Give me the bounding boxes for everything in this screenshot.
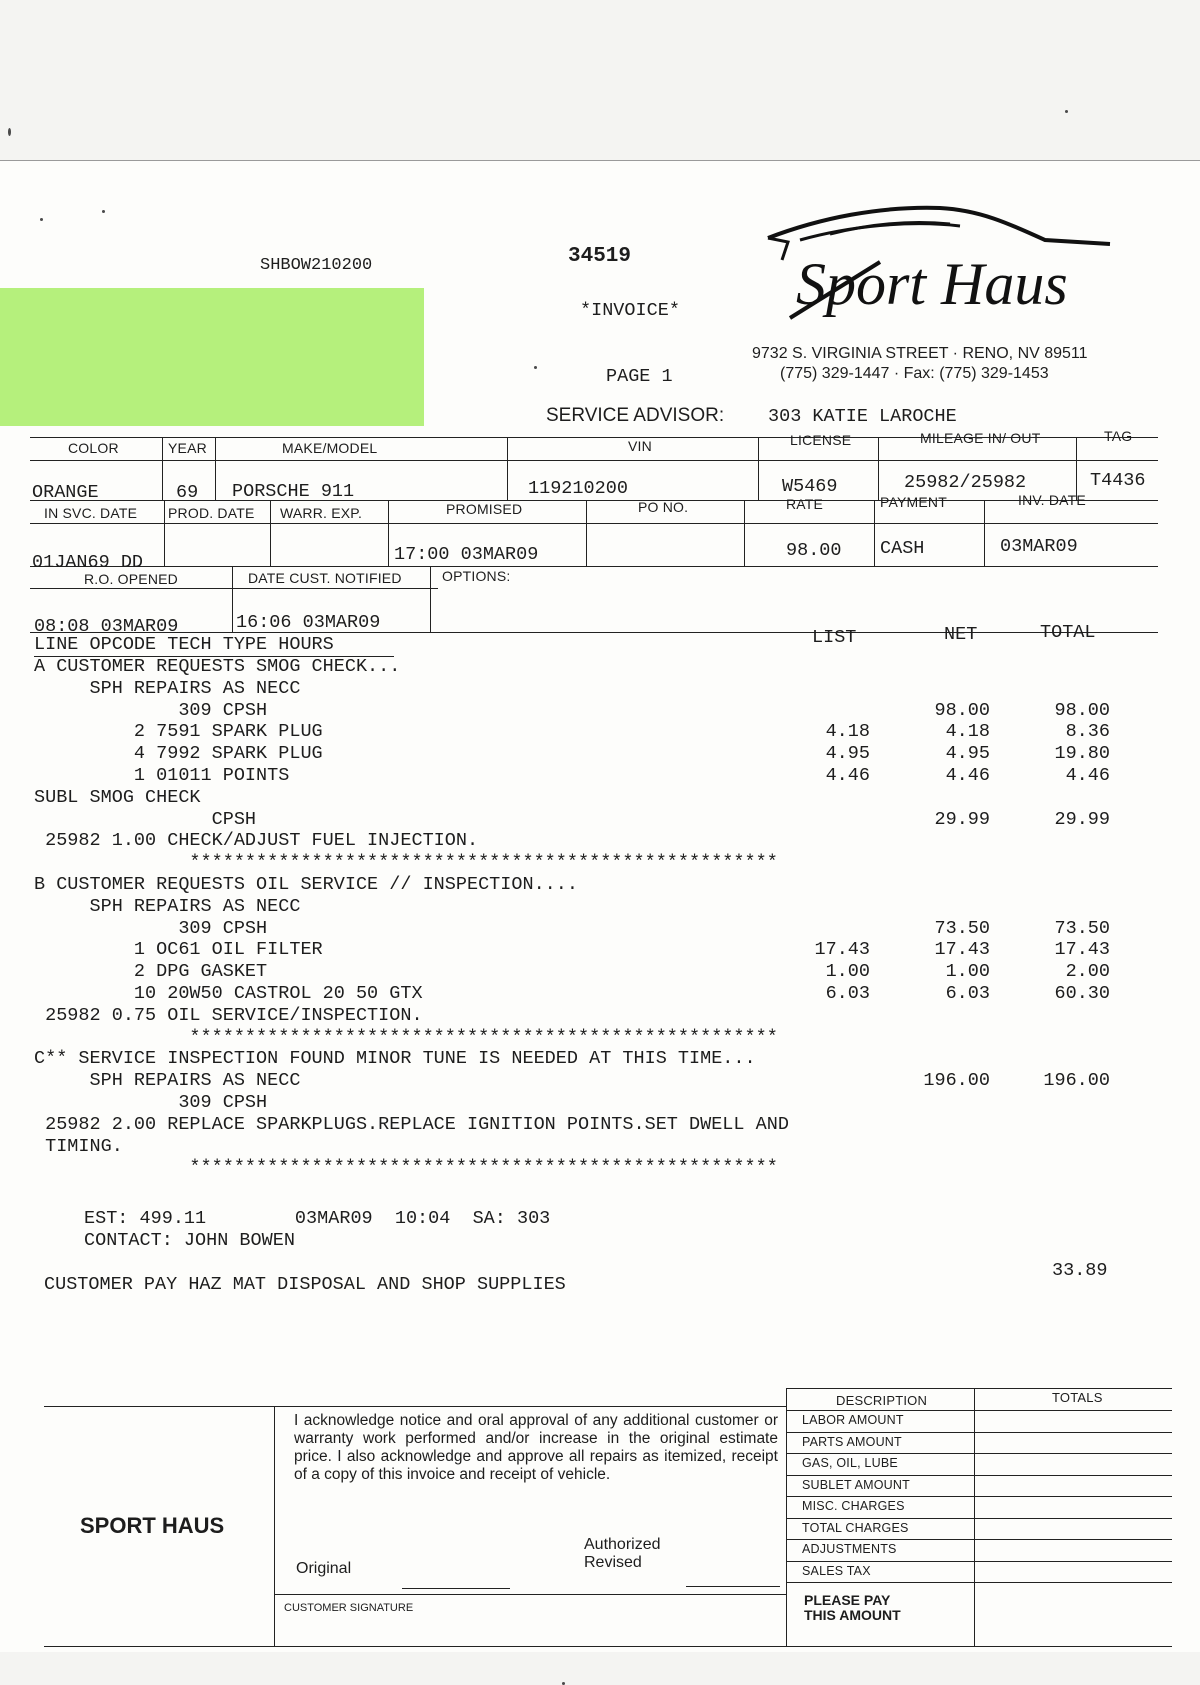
line-item-text: 309 CPSH bbox=[34, 1092, 268, 1113]
line-item-list: 4.46 bbox=[825, 765, 870, 786]
line-item-total: 29.99 bbox=[1054, 809, 1110, 830]
rule bbox=[786, 1453, 1172, 1454]
line-item-net: 196.00 bbox=[923, 1070, 990, 1091]
totals-row-value bbox=[976, 1434, 1166, 1452]
line-item-net: 29.99 bbox=[934, 809, 990, 830]
rule bbox=[744, 500, 745, 566]
label-tag: TAG bbox=[1104, 428, 1133, 444]
rule bbox=[274, 1406, 275, 1646]
rule bbox=[30, 632, 1158, 633]
label-promised: PROMISED bbox=[446, 501, 523, 517]
label-year: YEAR bbox=[168, 440, 207, 456]
rule bbox=[30, 588, 438, 589]
rule bbox=[786, 1496, 1172, 1497]
rule bbox=[388, 500, 389, 566]
estimate-line: EST: 499.11 03MAR09 10:04 SA: 303 bbox=[84, 1208, 551, 1229]
vehicle-color: ORANGE bbox=[32, 482, 99, 503]
paper-speck bbox=[8, 128, 11, 136]
totals-row-label: SALES TAX bbox=[802, 1564, 871, 1578]
please-pay-line-2: THIS AMOUNT bbox=[804, 1607, 901, 1623]
rule bbox=[232, 566, 233, 632]
hazmat-amount: 33.89 bbox=[1052, 1260, 1108, 1281]
totals-row-label: LABOR AMOUNT bbox=[802, 1413, 904, 1427]
label-payment: PAYMENT bbox=[880, 494, 947, 510]
line-item-text: C** SERVICE INSPECTION FOUND MINOR TUNE IS NEEDED AT THIS TIME... bbox=[34, 1048, 756, 1069]
totals-row-value bbox=[976, 1455, 1166, 1473]
logo-wordmark: Sport Haus bbox=[796, 251, 1068, 317]
line-item-text: 25982 0.75 OIL SERVICE/INSPECTION. bbox=[34, 1005, 423, 1026]
ro-opened-time: 08:08 03MAR09 bbox=[34, 616, 179, 637]
page-number: PAGE 1 bbox=[606, 366, 673, 387]
rule bbox=[758, 437, 759, 500]
rule bbox=[164, 500, 165, 566]
rule bbox=[30, 566, 1158, 567]
label-in-svc-date: IN SVC. DATE bbox=[44, 505, 138, 521]
reference-code: SHBOW210200 bbox=[260, 256, 373, 275]
rule bbox=[786, 1539, 1172, 1540]
rule bbox=[786, 1410, 1172, 1411]
rule bbox=[30, 460, 1158, 461]
totals-row-label: TOTAL CHARGES bbox=[802, 1521, 909, 1535]
line-item-text: 10 20W50 CASTROL 20 50 GTX bbox=[34, 983, 423, 1004]
invoice-number: 34519 bbox=[568, 245, 632, 268]
contact-line: CONTACT: JOHN BOWEN bbox=[84, 1230, 295, 1251]
authorized-label: Authorized bbox=[584, 1536, 661, 1553]
vehicle-mileage: 25982/25982 bbox=[904, 472, 1027, 493]
label-po-no: PO NO. bbox=[638, 499, 689, 515]
line-item-list: 1.00 bbox=[825, 961, 870, 982]
vehicle-year: 69 bbox=[176, 482, 199, 503]
vehicle-vin: 119210200 bbox=[528, 478, 628, 499]
totals-row-label: GAS, OIL, LUBE bbox=[802, 1456, 898, 1470]
rule bbox=[270, 500, 271, 566]
rule bbox=[878, 437, 879, 500]
column-header-list: LIST bbox=[812, 627, 857, 648]
company-address: 9732 S. VIRGINIA STREET · RENO, NV 89511 bbox=[752, 345, 1088, 362]
hazmat-line: CUSTOMER PAY HAZ MAT DISPOSAL AND SHOP SUPPLIES bbox=[44, 1274, 566, 1295]
totals-row-value bbox=[976, 1412, 1166, 1430]
customer-signature-label: CUSTOMER SIGNATURE bbox=[284, 1602, 414, 1614]
line-item-text: 2 DPG GASKET bbox=[34, 961, 268, 982]
acknowledgement-text: I acknowledge notice and oral approval of any additional customer or warranty work performed and/or increase in the original estimate price. I also acknowledge and approve all repairs as itemized, receipt of a copy of this invoice and receipt of vehicle. bbox=[294, 1412, 778, 1483]
description-header: DESCRIPTION bbox=[836, 1393, 928, 1408]
please-pay-line-1: PLEASE PAY bbox=[804, 1592, 891, 1608]
line-item-total: 60.30 bbox=[1054, 983, 1110, 1004]
line-item-text: 1 01011 POINTS bbox=[34, 765, 290, 786]
line-item-net: 1.00 bbox=[945, 961, 990, 982]
line-item-text: SUBL SMOG CHECK bbox=[34, 787, 201, 808]
label-vin: VIN bbox=[628, 438, 652, 454]
paper-speck bbox=[1065, 110, 1068, 113]
label-color: COLOR bbox=[68, 440, 119, 456]
totals-row-value bbox=[976, 1498, 1166, 1516]
label-mileage: MILEAGE IN/ OUT bbox=[920, 430, 1041, 446]
line-item-text: 309 CPSH bbox=[34, 918, 268, 939]
totals-row-value bbox=[976, 1520, 1166, 1538]
rule bbox=[586, 500, 587, 566]
label-license: LICENSE bbox=[790, 432, 852, 448]
line-item-list: 4.18 bbox=[825, 721, 870, 742]
column-header-line: LINE OPCODE TECH TYPE HOURS bbox=[34, 634, 334, 655]
in-service-date: 01JAN69 DD bbox=[32, 552, 144, 573]
paper-speck bbox=[102, 210, 105, 213]
rate-value: 98.00 bbox=[786, 540, 842, 561]
line-item-text: 309 CPSH bbox=[34, 700, 268, 721]
sticky-note bbox=[0, 288, 424, 426]
service-advisor-value: 303 KATIE LAROCHE bbox=[768, 406, 957, 427]
rule bbox=[786, 1388, 787, 1646]
totals-row-value bbox=[976, 1541, 1166, 1559]
rule bbox=[430, 566, 431, 632]
line-item-text: TIMING. bbox=[34, 1136, 123, 1157]
line-item-list: 6.03 bbox=[825, 983, 870, 1004]
sport-haus-logo bbox=[760, 200, 1130, 340]
label-options: OPTIONS: bbox=[442, 568, 511, 584]
line-item-text: 1 OC61 OIL FILTER bbox=[34, 939, 323, 960]
customer-notified-time: 16:06 03MAR09 bbox=[236, 612, 381, 633]
line-item-text: SPH REPAIRS AS NECC bbox=[34, 1070, 301, 1091]
rule bbox=[786, 1518, 1172, 1519]
rule bbox=[30, 523, 1158, 524]
line-item-text: 25982 1.00 CHECK/ADJUST FUEL INJECTION. bbox=[34, 830, 479, 851]
service-advisor-label: SERVICE ADVISOR: bbox=[546, 405, 725, 426]
totals-row-label: SUBLET AMOUNT bbox=[802, 1478, 910, 1492]
rule bbox=[162, 437, 163, 500]
line-item-net: 73.50 bbox=[934, 918, 990, 939]
totals-row-label: PARTS AMOUNT bbox=[802, 1435, 902, 1449]
line-item-text: 25982 2.00 REPLACE SPARKPLUGS.REPLACE IGNITION POINTS.SET DWELL AND bbox=[34, 1114, 789, 1135]
rule bbox=[44, 1646, 1172, 1647]
rule bbox=[44, 1406, 786, 1407]
label-inv-date: INV. DATE bbox=[1018, 492, 1086, 508]
line-item-total: 2.00 bbox=[1065, 961, 1110, 982]
line-item-total: 8.36 bbox=[1065, 721, 1110, 742]
line-item-net: 4.95 bbox=[945, 743, 990, 764]
rule bbox=[1076, 437, 1077, 500]
rule bbox=[786, 1432, 1172, 1433]
rule bbox=[874, 500, 875, 566]
vehicle-make-model: PORSCHE 911 bbox=[232, 481, 355, 502]
line-item-net: 98.00 bbox=[934, 700, 990, 721]
rule bbox=[984, 500, 985, 566]
line-item-text: ***************************************************** bbox=[34, 1027, 778, 1048]
rule bbox=[974, 1388, 975, 1646]
totals-row-label: ADJUSTMENTS bbox=[802, 1542, 897, 1556]
rule bbox=[686, 1586, 780, 1587]
line-item-text: ***************************************************** bbox=[34, 852, 778, 873]
totals-row-value bbox=[976, 1563, 1166, 1581]
label-warr-exp: WARR. EXP. bbox=[280, 505, 363, 521]
line-item-net: 17.43 bbox=[934, 939, 990, 960]
invoice-date: 03MAR09 bbox=[1000, 536, 1078, 557]
rule bbox=[786, 1475, 1172, 1476]
rule bbox=[402, 1588, 510, 1589]
line-item-list: 4.95 bbox=[825, 743, 870, 764]
line-item-total: 19.80 bbox=[1054, 743, 1110, 764]
line-item-text: B CUSTOMER REQUESTS OIL SERVICE // INSPECTION.... bbox=[34, 874, 578, 895]
rule bbox=[215, 437, 216, 500]
rule bbox=[786, 1388, 1172, 1389]
label-rate: RATE bbox=[786, 496, 824, 512]
line-item-total: 196.00 bbox=[1043, 1070, 1110, 1091]
line-item-text: CPSH bbox=[34, 809, 257, 830]
label-ro-opened: R.O. OPENED bbox=[84, 571, 178, 587]
paper-speck bbox=[40, 218, 43, 221]
totals-header: TOTALS bbox=[1052, 1390, 1103, 1405]
line-item-total: 17.43 bbox=[1054, 939, 1110, 960]
revised-label: Revised bbox=[584, 1554, 642, 1571]
label-date-notified: DATE CUST. NOTIFIED bbox=[248, 570, 402, 586]
promised-date: 17:00 03MAR09 bbox=[394, 544, 539, 565]
column-header-total: TOTAL bbox=[1040, 622, 1096, 643]
label-prod-date: PROD. DATE bbox=[168, 505, 255, 521]
payment-value: CASH bbox=[880, 538, 925, 559]
line-item-text: SPH REPAIRS AS NECC bbox=[34, 896, 301, 917]
rule bbox=[786, 1582, 1172, 1583]
totals-row-value bbox=[976, 1477, 1166, 1495]
paper-speck bbox=[534, 366, 537, 369]
line-item-net: 6.03 bbox=[945, 983, 990, 1004]
document-type: *INVOICE* bbox=[580, 300, 680, 321]
line-item-net: 4.46 bbox=[945, 765, 990, 786]
please-pay-label bbox=[804, 1593, 901, 1623]
line-item-total: 73.50 bbox=[1054, 918, 1110, 939]
vehicle-tag: T4436 bbox=[1090, 470, 1146, 491]
vehicle-license: W5469 bbox=[782, 476, 838, 497]
line-item-text: A CUSTOMER REQUESTS SMOG CHECK... bbox=[34, 656, 401, 677]
company-phone: (775) 329-1447 · Fax: (775) 329-1453 bbox=[780, 365, 1049, 382]
original-label: Original bbox=[296, 1560, 352, 1577]
footer-company-name: SPORT HAUS bbox=[80, 1513, 225, 1538]
line-item-text: SPH REPAIRS AS NECC bbox=[34, 678, 301, 699]
rule bbox=[507, 437, 508, 500]
line-item-list: 17.43 bbox=[814, 939, 870, 960]
rule bbox=[274, 1594, 786, 1595]
rule bbox=[786, 1561, 1172, 1562]
line-item-text: 2 7591 SPARK PLUG bbox=[34, 721, 323, 742]
label-make-model: MAKE/MODEL bbox=[282, 440, 378, 456]
column-header-net: NET bbox=[944, 624, 978, 645]
line-item-total: 4.46 bbox=[1065, 765, 1110, 786]
line-item-total: 98.00 bbox=[1054, 700, 1110, 721]
totals-row-label: MISC. CHARGES bbox=[802, 1499, 905, 1513]
line-item-net: 4.18 bbox=[945, 721, 990, 742]
line-item-text: ***************************************************** bbox=[34, 1157, 778, 1178]
rule bbox=[30, 500, 1158, 501]
line-item-text: 4 7992 SPARK PLUG bbox=[34, 743, 323, 764]
